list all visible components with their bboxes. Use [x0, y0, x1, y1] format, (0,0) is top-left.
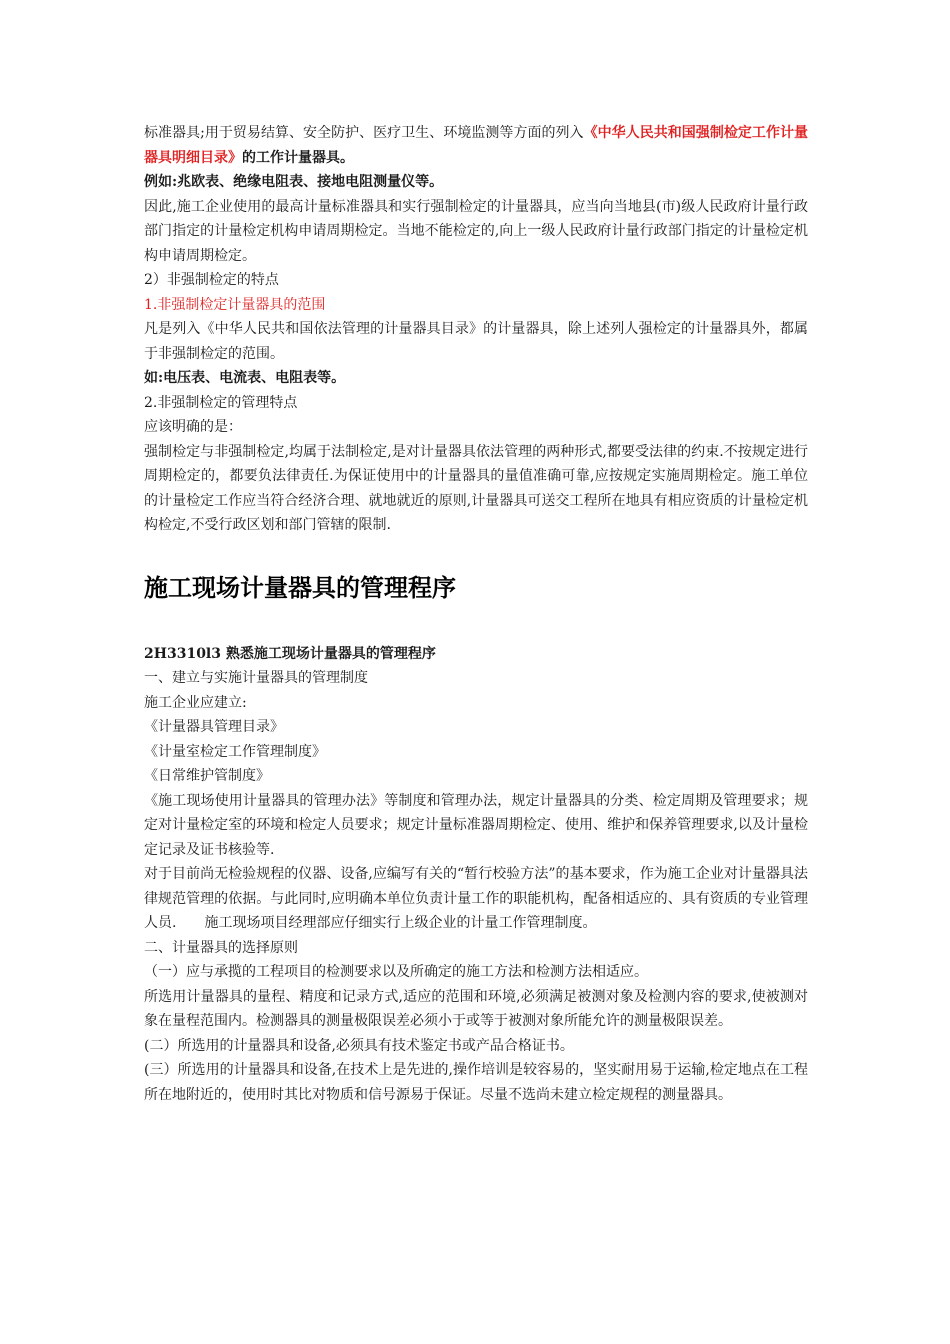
paragraph-periodic-verification: 因此,施工企业使用的最高计量标准器具和实行强制检定的计量器具，应当向当地县(市)级人民政府计量行政部门指定的计量检定机构申请周期检定。当地不能检定的,向上一级人民政府计量行政部门指定的计量检定机构申请周期检定。 — [144, 198, 808, 264]
text-run-bold: 的工作计量器具。 — [242, 149, 354, 166]
page-heading: 施工现场计量器具的管理程序 — [144, 573, 456, 602]
section-two: 二、计量器具的选择原则 — [144, 939, 298, 956]
paragraph-temporary-method — [144, 862, 808, 936]
catalog-title-highlight: 《中华人民共和国强制检定工作计量器具明细目录》 — [144, 125, 809, 166]
list-item: 《计量器具管理目录》 — [144, 719, 284, 735]
paragraph-management-methods: 《施工现场使用计量器具的管理办法》等制度和管理办法，规定计量器具的分类、检定周期及管理要求；规定对计量检定室的环境和检定人员要求；规定计量标准器周期检定、使用、维护和保养管理要求,以及计量检定记录及证书核验等. — [144, 792, 808, 858]
paragraph-range-precision: 所选用计量器具的量程、精度和记录方式,适应的范围和环境,必须满足被测对象及检测内容的要求,使被测对象在量程范围内。检测器具的测量极限误差必须小于或等于被测对象所能允许的测量极限误差。 — [144, 988, 808, 1029]
principle-one: （一）应与承揽的工程项目的检测要求以及所确定的施工方法和检测方法相适应。 — [144, 964, 648, 980]
paragraph-standard-instruments — [144, 121, 808, 170]
principle-two: (二）所选用的计量器具和设备,必须具有技术鉴定书或产品合格证书。 — [144, 1037, 574, 1054]
section-one: 一、建立与实施计量器具的管理制度 — [144, 670, 368, 686]
sub-heading: 2H3310l3 熟悉施工现场计量器具的管理程序 — [144, 645, 436, 662]
text-run: 施工现场项目经理部应仔细实行上级企业的计量工作管理制度。 — [204, 915, 597, 931]
paragraph-scope: 凡是列入《中华人民共和国依法管理的计量器具目录》的计量器具，除上述列人强检定的计量器具外，都属于非强制检定的范围。 — [144, 321, 808, 362]
subsection-scope: 1.非强制检定计量器具的范围 — [144, 296, 326, 313]
paragraph-legal-verification: 强制检定与非强制检定,均属于法制检定,是对计量器具依法管理的两种形式,都要受法律的约束.不按规定进行周期检定的，都要负法律责任.为保证使用中的计量器具的量值准确可靠,应按规定实施周期检定。施工单位的计量检定工作应当符合经济合理、就地就近的原则,计量器具可送交工程所在地具有相应资质的计量检定机构检定,不受行政区划和部门管辖的限制. — [144, 443, 808, 533]
example-non-mandatory: 如:电压表、电流表、电阻表等。 — [144, 370, 346, 386]
paragraph-lead-2: 施工企业应建立: — [144, 694, 247, 711]
list-item: 《日常维护管制度》 — [144, 768, 270, 784]
list-item: 《计量室检定工作管理制度》 — [144, 743, 326, 760]
example-mandatory: 例如:兆欧表、绝缘电阻表、接地电阻测量仪等。 — [144, 174, 444, 190]
subsection-management: 2.非强制检定的管理特点 — [144, 394, 298, 411]
paragraph-lead: 应该明确的是： — [144, 419, 242, 435]
text-run: 对于目前尚无检验规程的仪器、设备,应编写有关的“暂行校验方法”的基本要求，作为施工企业对计量器具法律规范管理的依据。与此同时,应明确本单位负责计量工作的职能机构，配备相适应的、具有资质的专业管理人员. — [144, 866, 808, 931]
document-page — [144, 121, 808, 1107]
section-non-mandatory: 2）非强制检定的特点 — [144, 272, 279, 288]
principle-three: (三）所选用的计量器具和设备,在技术上是先进的,操作培训是较容易的，坚实耐用易于运输,检定地点在工程所在地附近的，使用时其比对物质和信号源易于保证。尽量不选尚未建立检定规程的测量器具。 — [144, 1062, 808, 1103]
text-run: 标准器具;用于贸易结算、安全防护、医疗卫生、环境监测等方面的列入 — [144, 125, 584, 141]
